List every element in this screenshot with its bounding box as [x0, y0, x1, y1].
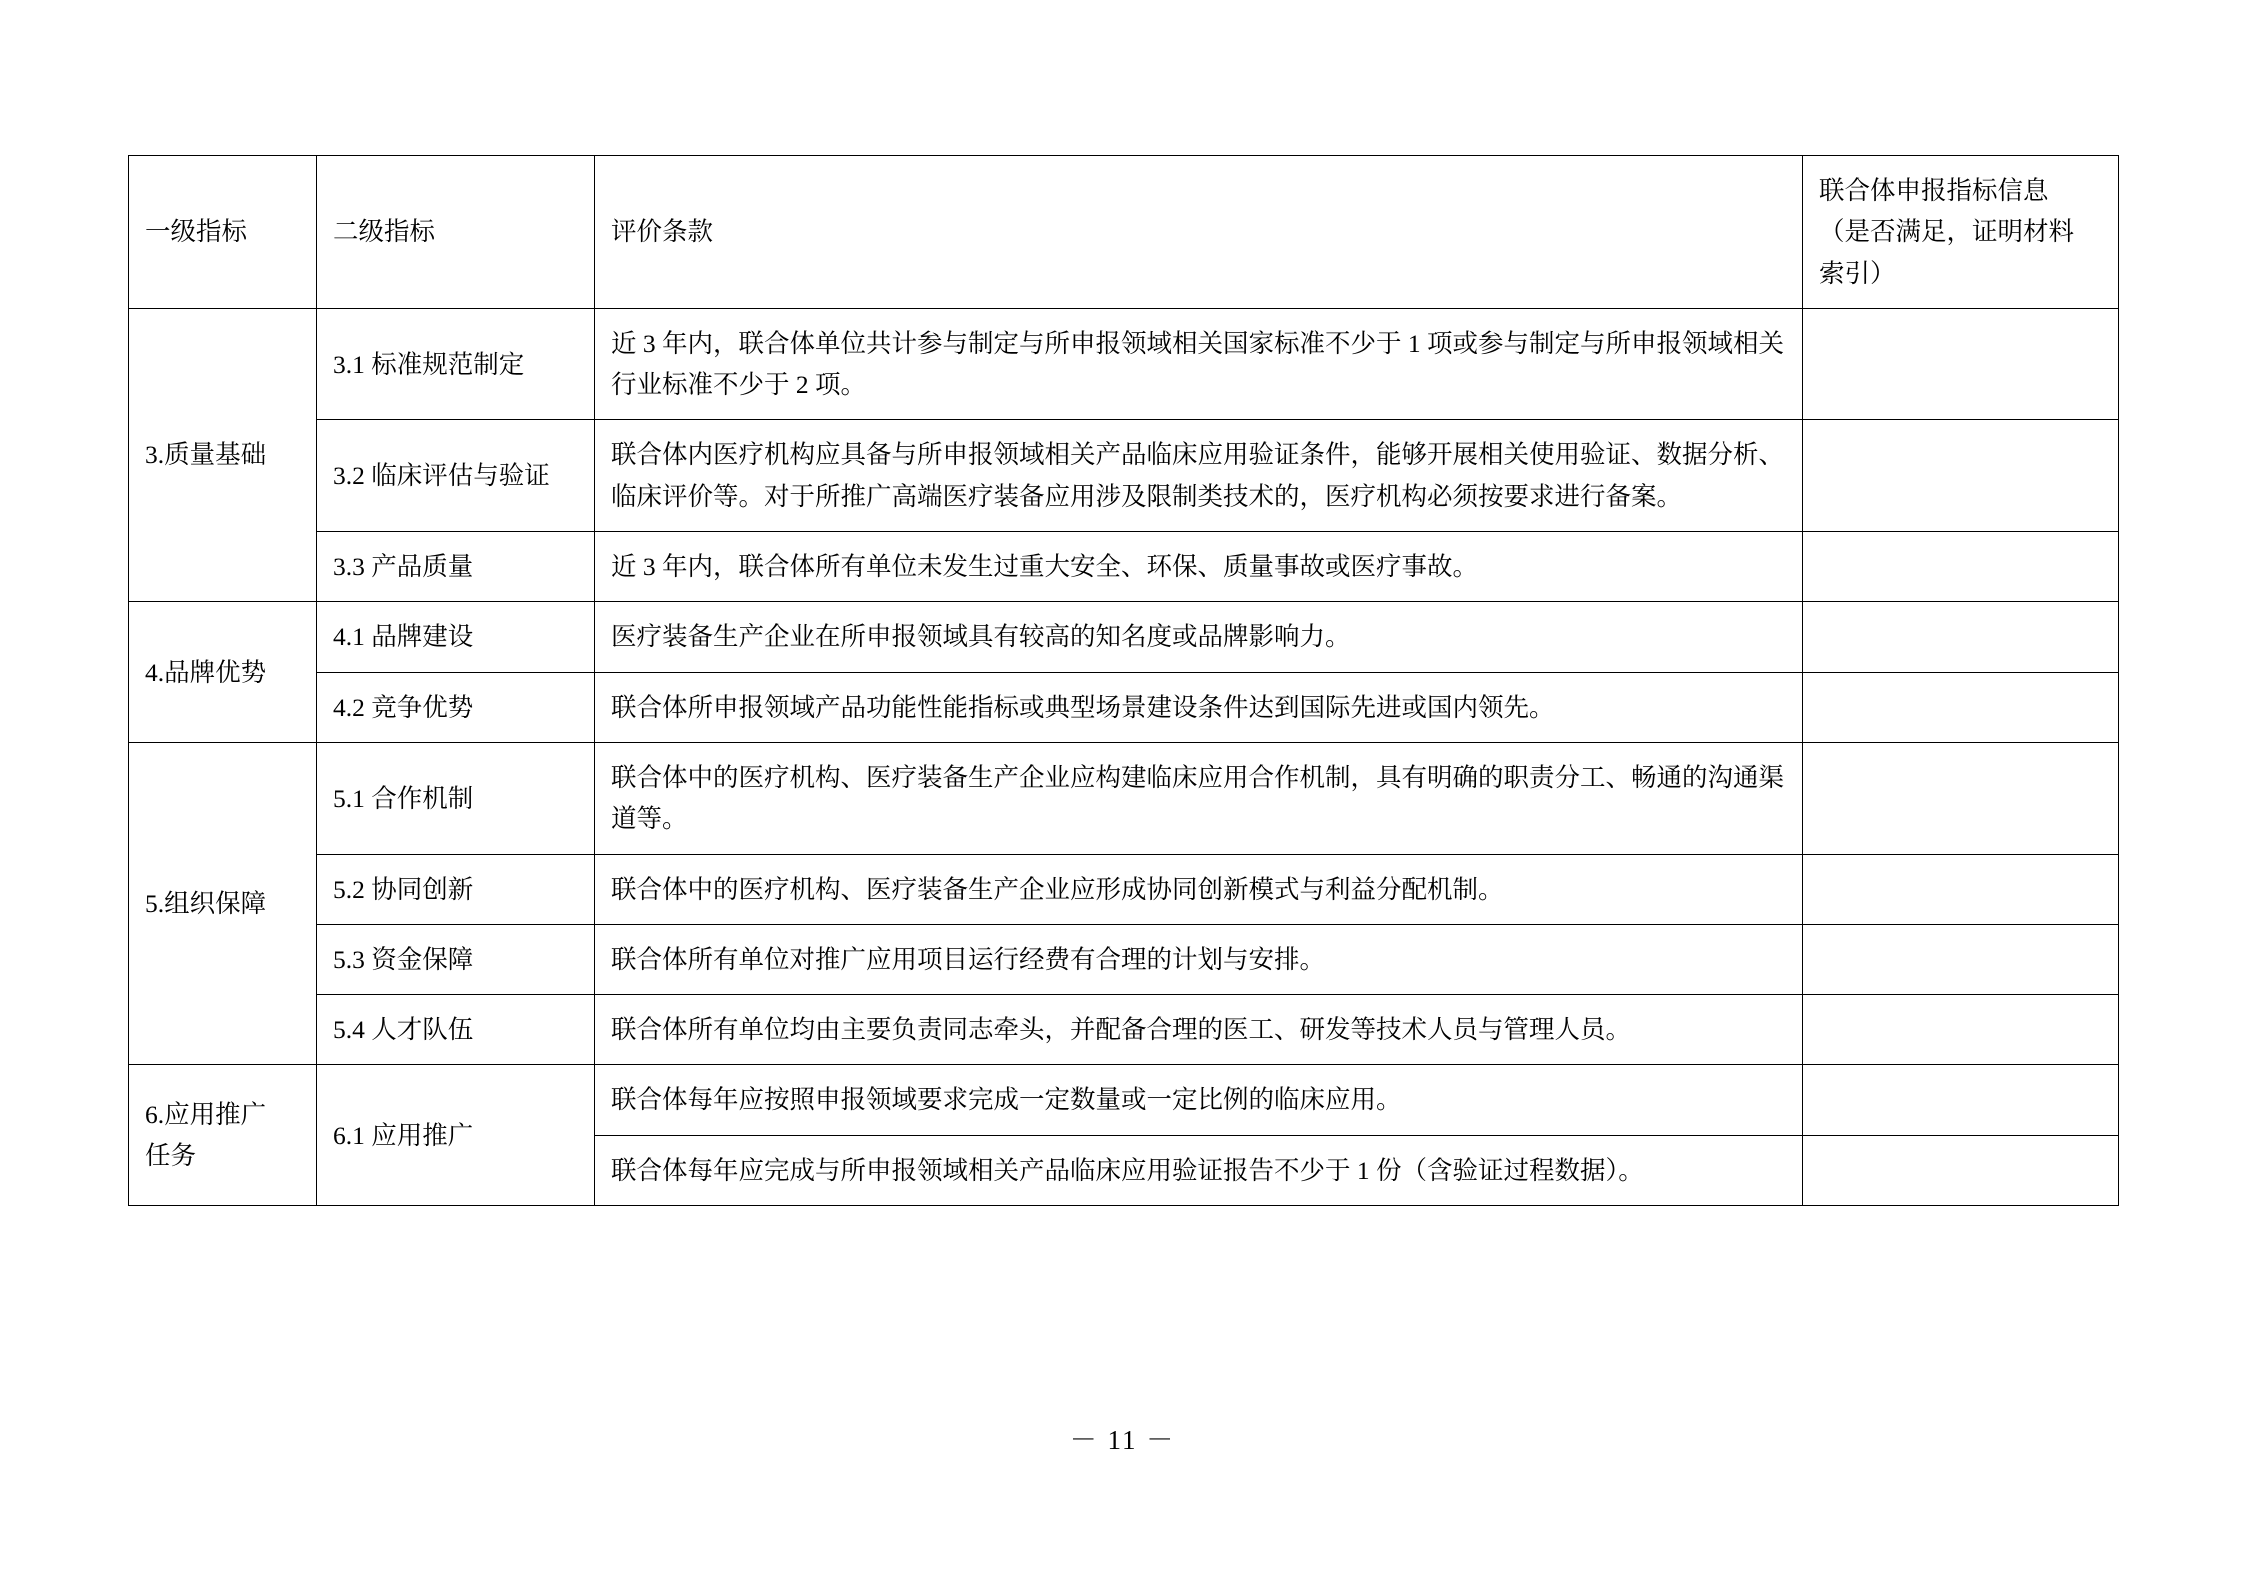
declaration-info-cell[interactable] — [1803, 672, 2119, 742]
declaration-info-cell[interactable] — [1803, 1135, 2119, 1205]
clause-cell: 联合体内医疗机构应具备与所申报领域相关产品临床应用验证条件，能够开展相关使用验证、数据分析、临床评价等。对于所推广高端医疗装备应用涉及限制类技术的，医疗机构必须按要求进行备案。 — [595, 420, 1803, 532]
level1-label-line1: 6.应用推广 — [145, 1099, 267, 1129]
clause-cell: 近 3 年内，联合体单位共计参与制定与所申报领域相关国家标准不少于 1 项或参与制定与所申报领域相关行业标准不少于 2 项。 — [595, 308, 1803, 420]
level1-cell: 3.质量基础 — [129, 308, 317, 601]
level2-cell: 3.1 标准规范制定 — [317, 308, 595, 420]
declaration-info-cell[interactable] — [1803, 420, 2119, 532]
declaration-info-cell[interactable] — [1803, 1065, 2119, 1135]
level2-cell: 6.1 应用推广 — [317, 1065, 595, 1206]
level1-cell: 5.组织保障 — [129, 742, 317, 1064]
declaration-info-cell[interactable] — [1803, 532, 2119, 602]
level2-cell: 3.3 产品质量 — [317, 532, 595, 602]
clause-cell: 联合体所有单位对推广应用项目运行经费有合理的计划与安排。 — [595, 924, 1803, 994]
level2-cell: 5.3 资金保障 — [317, 924, 595, 994]
clause-cell: 联合体每年应完成与所申报领域相关产品临床应用验证报告不少于 1 份（含验证过程数据）。 — [595, 1135, 1803, 1205]
clause-cell: 联合体中的医疗机构、医疗装备生产企业应形成协同创新模式与利益分配机制。 — [595, 854, 1803, 924]
level2-cell: 5.2 协同创新 — [317, 854, 595, 924]
clause-cell: 医疗装备生产企业在所申报领域具有较高的知名度或品牌影响力。 — [595, 602, 1803, 672]
clause-cell: 近 3 年内，联合体所有单位未发生过重大安全、环保、质量事故或医疗事故。 — [595, 532, 1803, 602]
declaration-info-cell[interactable] — [1803, 854, 2119, 924]
declaration-info-cell[interactable] — [1803, 995, 2119, 1065]
declaration-info-cell[interactable] — [1803, 924, 2119, 994]
table-row — [129, 854, 2119, 924]
header-declaration-info-line2: （是否满足，证明材料 — [1819, 217, 2075, 247]
declaration-info-cell[interactable] — [1803, 742, 2119, 854]
declaration-info-cell[interactable] — [1803, 602, 2119, 672]
clause-cell: 联合体所有单位均由主要负责同志牵头，并配备合理的医工、研发等技术人员与管理人员。 — [595, 995, 1803, 1065]
header-declaration-info-line3: 索引） — [1819, 258, 1896, 288]
header-declaration-info-line1: 联合体申报指标信息 — [1819, 176, 2049, 205]
clause-cell: 联合体所申报领域产品功能性能指标或典型场景建设条件达到国际先进或国内领先。 — [595, 672, 1803, 742]
table-row — [129, 742, 2119, 854]
table-row — [129, 995, 2119, 1065]
table-row — [129, 532, 2119, 602]
header-level1: 一级指标 — [129, 156, 317, 309]
table-header-row — [129, 156, 2119, 309]
clause-cell: 联合体中的医疗机构、医疗装备生产企业应构建临床应用合作机制，具有明确的职责分工、畅通的沟通渠道等。 — [595, 742, 1803, 854]
page-number: － 11 － — [1069, 1425, 1176, 1455]
header-level2: 二级指标 — [317, 156, 595, 309]
header-declaration-info — [1803, 156, 2119, 309]
table-row — [129, 672, 2119, 742]
table-row — [129, 420, 2119, 532]
table-row — [129, 924, 2119, 994]
level2-cell: 4.1 品牌建设 — [317, 602, 595, 672]
table-row — [129, 1065, 2119, 1135]
table-row — [129, 602, 2119, 672]
level2-cell: 3.2 临床评估与验证 — [317, 420, 595, 532]
level2-cell: 5.1 合作机制 — [317, 742, 595, 854]
level1-label-line2: 任务 — [145, 1141, 197, 1171]
evaluation-criteria-table — [128, 155, 2119, 1206]
declaration-info-cell[interactable] — [1803, 308, 2119, 420]
level1-cell: 4.品牌优势 — [129, 602, 317, 743]
table-row — [129, 308, 2119, 420]
clause-cell: 联合体每年应按照申报领域要求完成一定数量或一定比例的临床应用。 — [595, 1065, 1803, 1135]
header-clause: 评价条款 — [595, 156, 1803, 309]
level2-cell: 4.2 竞争优势 — [317, 672, 595, 742]
level2-cell: 5.4 人才队伍 — [317, 995, 595, 1065]
level1-cell — [129, 1065, 317, 1206]
